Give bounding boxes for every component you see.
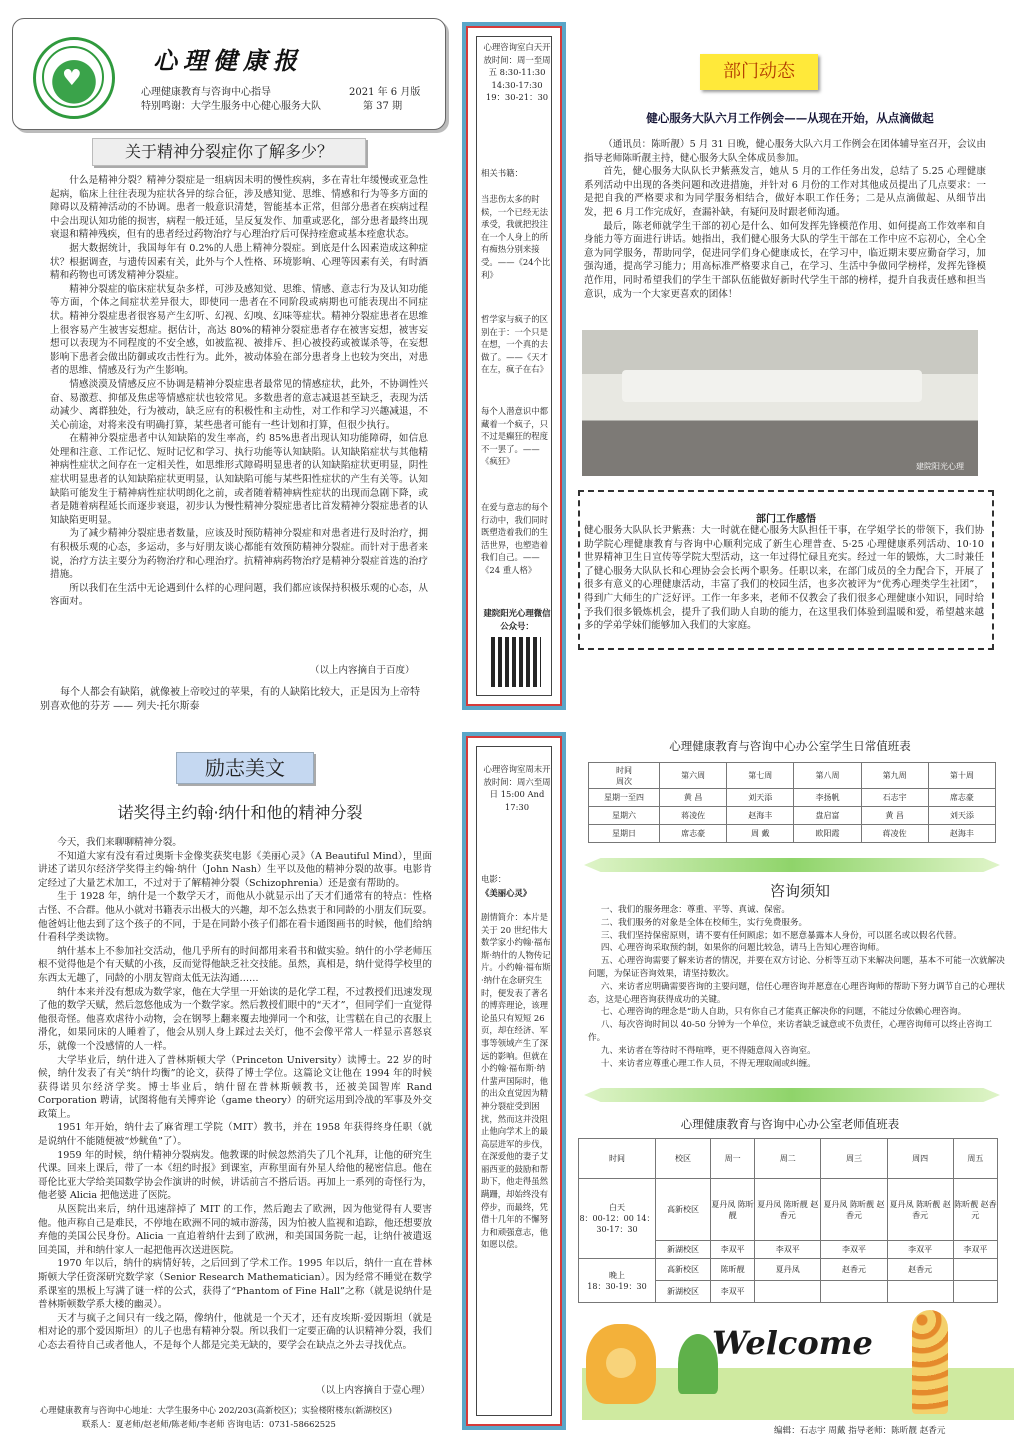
side-column-bottom <box>462 732 566 1430</box>
duty-cell: 李双平 <box>887 1241 953 1259</box>
paragraph: 从医院出来后，纳什迅速辞掉了 MIT 的工作，然后跑去了欧洲，因为他觉得有人要害他。他声称自己是难民，不停地在欧洲不同的城市游荡，因为怕被人监视和追踪，他还想要放弃他的美国公民身份。Alicia 一直追着纳什去到了欧洲，和美国国务院一起，让纳什被遣返回美国，并和纳什家人一起把他再次送进医院。 <box>38 1204 432 1256</box>
col-header: 周五 <box>953 1139 997 1179</box>
reflection-box <box>578 490 994 650</box>
col-header: 周一 <box>711 1139 755 1179</box>
col-header: 周二 <box>755 1139 821 1179</box>
duty-cell: 李双平 <box>821 1241 887 1259</box>
duty-cell: 夏丹凤 陈昕靓 赵香元 <box>821 1179 887 1241</box>
paper-title: 心理健康报 <box>153 46 303 75</box>
duty-cell: 夏丹凤 陈昕靓 赵香元 <box>887 1179 953 1241</box>
week-header: 第九周 <box>861 763 928 789</box>
duty-cell <box>953 1259 997 1281</box>
article1-source: （以上内容摘自于百度） <box>310 665 415 676</box>
notice-item: 一、我们的服务理念：尊重、平等、真诚、保密。 <box>600 905 790 915</box>
teacher-duty-title: 心理健康教育与咨询中心办公室老师值班表 <box>680 1117 900 1131</box>
day-cell: 星期六 <box>589 807 660 825</box>
paragraph: 据大数据统计，我国每年有 0.2%的人患上精神分裂症。到底是什么因素造成这种症状？根据调查，与遗传因素有关，此外与个人性格、环境影响、心理等因素有关，有时酒精和药物也可诱发精神分裂症。 <box>50 242 428 282</box>
duty-cell: 李双平 <box>711 1241 755 1259</box>
notice-title: 咨询须知 <box>769 882 830 900</box>
notice-item: 二、我们服务的对象是全体在校师生，实行免费服务。 <box>600 917 808 928</box>
duty-cell: 赵海丰 <box>727 807 794 825</box>
paragraph: 今天，我们来聊聊精神分裂。 <box>57 837 182 848</box>
paragraph: 为了减少精神分裂症患者数量，应该及时预防精神分裂症和对患者进行及时治疗，拥有积极乐观的心态，多运动，多与好朋友谈心都能有效预防精神分裂症。而针对于患者来说，治疗方法主要分为药物治疗和心理治疗。抗精神病药物治疗是精神分裂症首选的治疗措施。 <box>50 528 428 581</box>
week-header: 第七周 <box>727 763 794 789</box>
reflection-title: 部门工作感悟 <box>756 514 816 525</box>
daytime-hours: 8：00-12：00 14：30-17：30 <box>579 1214 655 1234</box>
book-quote: 当悲伤太多的时候，一个已经无法承受，我就把投注在一个人身上的所有痴热分别来接受。——《24个比利》 <box>481 194 551 280</box>
duty-cell: 陈昕靓 赵香元 <box>953 1179 997 1241</box>
duty-cell: 李双平 <box>953 1241 997 1259</box>
duty-cell <box>887 1281 953 1303</box>
duty-cell: 赵香元 <box>821 1259 887 1281</box>
guidance-line: 心理健康教育与咨询中心指导 <box>141 87 271 98</box>
duty-cell: 欧阳霞 <box>794 825 861 843</box>
notice-item: 十、来访者应尊重心理工作人员，不得无理取闹或纠缠。 <box>600 1058 816 1069</box>
paragraph: 情感淡漠及情感反应不协调是精神分裂症患者最常见的情感症状，此外，不协调性兴奋、易激惹、抑郁及焦虑等情感症状也较常见。多数患者的意志减退甚至缺乏，表现为活动减少、离群独处，行为被动，缺乏应有的积极性和主动性，对工作和学习兴趣减退，不关心前途，对将来没有明确打算，某些患者可能有一些计划和打算，但很少执行。 <box>50 378 428 431</box>
weekend-hours: 心理咨询室周末开放时间：周六至周日 15:00 And 17:30 <box>483 764 551 812</box>
article1-title: 关于精神分裂症你了解多少？ <box>92 138 366 166</box>
paragraph: 1959 年的时候，纳什精神分裂病发。他教课的时候忽然消失了几个礼拜，让他的研究生代课。回来上课后，带了一本《纽约时报》到课室，声称里面有外星人给他的秘密信息。他在哥伦比亚大学给美国数学协会作演讲的时候，讲话前言不搭后语。再加上一系列的奇怪行为，他老婆 Alicia 把他送进了医院。 <box>38 1149 432 1202</box>
weekday-hours: 心理咨询室白天开放时间：周一至周五 8:30-11:30 14:30-17:30 19：30-21：30 <box>483 42 551 103</box>
duty-cell: 席志豪 <box>928 789 995 807</box>
day-cell: 星期日 <box>589 825 660 843</box>
teacher-duty-table <box>578 1138 998 1303</box>
notice-item: 三、我们坚持保密原则，请不要有任何顾虑；如不愿意暴露本人身份，可以匿名或以假名代替。 <box>600 930 962 941</box>
week-header: 第六周 <box>660 763 727 789</box>
paragraph: 1951 年开始，纳什去了麻省理工学院（MIT）教书，并在 1958 年获得终身任职（就是说纳什不能随便被“炒鱿鱼”了）。 <box>38 1122 432 1148</box>
photo-watermark: 建院阳光心理 <box>916 462 964 471</box>
duty-cell <box>953 1281 997 1303</box>
thanks-line: 特别鸣谢：大学生服务中心健心服务大队 <box>141 101 321 112</box>
paragraph: （通讯员：陈昕靓）5 月 31 日晚，健心服务大队六月工作例会在团体辅导室召开，会议由指导老师陈昕靓主持，健心服务大队全体成员参加。 <box>584 139 986 164</box>
tolstoy-quote: 每个人都会有缺陷，就像被上帝咬过的苹果，有的人缺陷比较大，正是因为上帝特别喜欢他的芬芳 —— 列夫·托尔斯泰 <box>40 687 420 712</box>
col-header: 周四 <box>887 1139 953 1179</box>
week-header: 第八周 <box>794 763 861 789</box>
notice-item: 九、来访者在等待时不得喧哗，更不得随意闯入咨询室。 <box>600 1045 816 1056</box>
books-heading: 相关书籍： <box>481 168 523 178</box>
duty-cell: 夏丹凤 <box>755 1259 821 1281</box>
duty-cell: 周 戴 <box>727 825 794 843</box>
center-logo: ♥ <box>33 37 115 119</box>
daytime-cell <box>579 1179 656 1259</box>
article1-body <box>50 174 428 609</box>
qr-code-image[interactable] <box>491 637 541 687</box>
wechat-label: 建院阳光心理微信公众号： <box>483 608 551 631</box>
book-quote: 在爱与意志的每个行动中，我们同时既塑造着我们的生活世界，也塑造着我们自己。——《24 重人格》 <box>481 502 548 575</box>
paragraph: 天才与疯子之间只有一线之隔，像纳什，他就是一个天才，还有皮埃斯·爱因斯坦（就是相对论的那个爱因斯坦）的儿子也患有精神分裂。所以我们一定要正确的认识精神分裂，我们心态去看待自己或者他人，不是每个人都是完美无缺的，要学会在缺点之外去寻找优点。 <box>38 1312 432 1351</box>
article2-title: 诺奖得主约翰·纳什和他的精神分裂 <box>117 803 363 822</box>
day-cell: 星期一至四 <box>589 789 660 807</box>
col-header: 周三 <box>821 1139 887 1179</box>
duty-cell: 蒋凌佐 <box>660 807 727 825</box>
paragraph: 所以我们在生活中无论遇到什么样的心理问题，我们都应该保持积极乐观的心态，从容面对。 <box>50 582 428 608</box>
col-header: 时间 <box>579 1139 656 1179</box>
giraffe-icon <box>912 1310 948 1414</box>
notice-item: 四、心理咨询采取预约制，如果你的问题比较急，请马上告知心理咨询师。 <box>600 943 885 954</box>
campus-cell: 高新校区 <box>656 1259 711 1281</box>
student-duty-title: 心理健康教育与咨询中心办公室学生日常值班表 <box>669 739 911 753</box>
editor-credit: 编辑：石志宇 周戴 指导老师：陈昕靓 赵香元 <box>774 1426 946 1436</box>
evening-hours: 18：30-19：30 <box>587 1281 647 1291</box>
duty-cell <box>821 1281 887 1303</box>
corner-cell <box>589 763 660 789</box>
duty-cell: 黄 昌 <box>660 789 727 807</box>
evening-cell <box>579 1259 656 1303</box>
duty-cell: 夏丹凤 陈昕靓 <box>711 1179 755 1241</box>
duty-cell: 盘启富 <box>794 807 861 825</box>
movie-heading: 电影： <box>481 874 507 884</box>
dept-news-body <box>584 138 986 301</box>
issue-number: 第 37 期 <box>363 101 403 112</box>
week-header: 第十周 <box>928 763 995 789</box>
campus-cell: 新湖校区 <box>656 1241 711 1259</box>
duty-cell: 李双平 <box>755 1241 821 1259</box>
corner-week: 周次 <box>616 776 632 786</box>
dept-news-tag: 部门动态 <box>700 54 818 90</box>
col-header: 校区 <box>656 1139 711 1179</box>
campus-cell: 高新校区 <box>656 1179 711 1241</box>
paragraph: 纳什基本上不参加社交活动，他几乎所有的时间都用来看书和做实验。纳什的小学老师压根不觉得他是个有天赋的小孩，反而觉得他缺乏社交技能。虽然，真相是，纳什觉得学校里的东西太无趣了，同龄的小朋友智商太低无法沟通…… <box>38 945 432 984</box>
reflection-text: 健心服务大队队长尹紫燕：大一时就在健心服务大队担任干事，在学姐学长的带领下，我们协助学院心理健康教育与咨询中心顺利完成了新生心理普查、5·25 心理健康系列活动、10·10 世界精神卫生日宣传等学院大型活动，这一年过得忙碌且充实。经过一年的锻炼，大二时兼任了健心服务大队队长和心理协会会长两个职务。任职以来，在部门成员的全力配合下，开展了很多有意义的心理健康活动，丰富了我们的校园生活，也多次被评为“优秀心理类学生社团”，得到广大师生的广泛好评。工作一年多来，老师不仅教会了我们很多心理健康小知识，同时给予我们很多锻炼机会，提升了我们助人自助的能力，在这里我们体验到温暖和爱，希望越来越多的学弟学妹们能够加入我们的大家庭。 <box>584 525 984 632</box>
paragraph: 精神分裂症的临床症状复杂多样，可涉及感知觉、思维、情感、意志行为及认知功能等方面，个体之间症状差异很大，即使同一患者在不同阶段或病期也可能表现出不同症状。精神分裂症患者很容易产生幻听、幻视、幻嗅、幻味等症状。精神分裂症患者在思维上很容易产生被害妄想症。据估计，高达 80%的精神分裂症患者存在被害妄想，被害妄想可以表现为不同程度的不安全感，如被监视、被排斥、担心被投药或被谋杀等，在妄想影响下患者会做出防御或攻击性行为。此外，被动体验在部分患者身上也较为突出，对患者的思维、情感及行为产生影响。 <box>50 283 428 377</box>
inspiration-tag: 励志美文 <box>176 752 314 784</box>
paragraph: 首先，健心服务大队队长尹紫燕发言，她从 5 月的工作任务出发，总结了 5.25 心理健康系列活动中出现的各类问题和改进措施，并针对 6 月份的工作对其他成员提出了几点要求：一是把自我的严格要求和为同学服务相结合，做好本职工作任务；二是从点滴做起、从细节出发，把 6 月工作完成好，查漏补缺，有疑问及时跟老师沟通。 <box>584 166 986 218</box>
dept-news-title: 健心服务大队六月工作例会——从现在开始，从点滴做起 <box>646 111 934 125</box>
paragraph: 不知道大家有没有看过奥斯卡金像奖获奖电影《美丽心灵》（A Beautiful Mind），里面讲述了诺贝尔经济学奖得主约翰·纳什（John Nash）生平以及他的精神分裂的故事。电影肯定经过了大量艺术加工，不过对于了解精神分裂（Schizophrenia）还是蛮有帮助的。 <box>38 850 432 889</box>
notice-item: 七、心理咨询的理念是“助人自助，只有你自己才能真正解决你的问题，不能过分依赖心理咨询。 <box>600 1007 967 1018</box>
duty-cell: 陈昕靓 <box>711 1259 755 1281</box>
duty-cell: 赵香元 <box>887 1259 953 1281</box>
welcome-banner <box>582 1304 1014 1420</box>
paragraph: 纳什本来并没有想成为数学家，他在大学里一开始读的是化学工程，不过教授们迅速发现了他的数学天赋，然后忽悠他成为一个数学家。然后教授们眼中的“天才”，但同学们一直觉得他很奇怪。他喜欢虐待小动物，会在钢琴上翻来覆去地弹同一个和弦，让雪糕在自己的衣服上滑化，如果同床的人睡着了，他会从别人身上踩过去关灯，他不会像平常人一样显示喜怒哀乐，就像一个没感情的人一样。 <box>38 986 432 1052</box>
contact-line: 联系人：夏老师/赵老师/陈老师/李老师 咨询电话：0731-58662525 <box>82 1419 336 1429</box>
paragraph: 什么是精神分裂？精神分裂症是一组病因未明的慢性疾病，多在青壮年缓慢或亚急性起病，临床上往往表现为症状各异的综合征，涉及感知觉、思维、情感和行为等多方面的障碍以及精神活动的不协调。患者一般意识清楚，智能基本正常，但部分患者在疾病过程中会出现认知功能的损害，病程一般迁延，呈反复发作、加重或恶化，部分患者最终出现衰退和精神残疾，但有的患者经过药物治疗与心理治疗后可保持痊愈或基本痊愈状态。 <box>50 175 428 241</box>
duty-cell: 李扬帆 <box>794 789 861 807</box>
duty-cell: 蒋凌佐 <box>861 825 928 843</box>
duty-cell: 夏丹凤 陈昕靓 赵香元 <box>755 1179 821 1241</box>
book-quote: 每个人潜意识中都藏着一个疯子，只不过是癫狂的程度不一罢了。——《疯狂》 <box>481 406 548 467</box>
address-line: 心理健康教育与咨询中心地址：大学生服务中心 202/203(高新校区)；实验楼附楼东(新湖校区) <box>40 1405 393 1415</box>
duty-cell: 刘天添 <box>727 789 794 807</box>
duty-cell: 刘天添 <box>928 807 995 825</box>
duty-cell <box>755 1281 821 1303</box>
side-column-top <box>462 22 566 710</box>
masthead <box>12 18 446 130</box>
notice-item: 五、心理咨询需要了解来访者的情况，并要在双方讨论、分析等互动下来解决问题，基本不可能一次就解决问题，为保证咨询效果，请坚持数次。 <box>588 956 1005 979</box>
green-divider <box>584 1088 1000 1102</box>
duty-cell: 席志豪 <box>660 825 727 843</box>
campus-cell: 新湖校区 <box>656 1281 711 1303</box>
article2-body <box>38 836 432 1353</box>
duty-cell: 李双平 <box>711 1281 755 1303</box>
corner-time: 时间 <box>616 765 632 775</box>
issue-date: 2021 年 6 月版 <box>349 87 421 98</box>
meeting-photo <box>582 330 978 476</box>
duty-cell: 黄 昌 <box>861 807 928 825</box>
notice-list <box>588 904 1006 1070</box>
duty-cell: 赵海丰 <box>928 825 995 843</box>
paragraph: 1970 年以后，纳什的病情好转，之后回到了学术工作。1995 年以后，纳什一直在普林斯顿大学任资深研究数学家（Senior Research Mathematician）。因为经常不睡觉在数学系课室的黑板上写满了谜一样的公式，获得了“Phantom of Fine Hall”之称（就是说纳什是普林斯顿数学系大楼的幽灵）。 <box>38 1258 432 1311</box>
paragraph: 在精神分裂症患者中认知缺陷的发生率高，约 85%患者出现认知功能障碍，如信息处理和注意、工作记忆、短时记忆和学习、执行功能等认知缺陷。认知缺陷症状与其他精神病性症状之间存在一定相关性，如思维形式障碍明显患者的认知缺陷症状更明显，阴性症状明显患者的认知缺陷症状更明显，认知缺陷可能与某些阳性症状的产生有关等。认知缺陷可能发生于精神病性症状明朗化之前，或者随着精神病性症状的出现而急剧下降，或者是随着病程延长而逐步衰退，初步认为慢性精神分裂症患者比首发精神分裂症患者的认知缺陷更明显。 <box>50 433 428 526</box>
notice-item: 八、每次咨询时间以 40-50 分钟为一个单位，来访者缺乏诚意或不负责任，心理咨询师可以终止咨询工作。 <box>588 1020 993 1043</box>
notice-item: 六、来访者应明确需要咨询的主要问题，信任心理咨询并愿意在心理咨询师的帮助下努力调节自己的心理状态，这是心理咨询获得成功的关键。 <box>588 981 1005 1005</box>
movie-synopsis: 剧情简介：本片是关于 20 世纪伟大数学家小约翰·福布斯·纳什的人物传记片。小约翰·福布斯·纳什在念研究生时，便发表了著名的博弈理论，该理论虽只有短短 26 页，却在经济、军事等领域产生了深远的影响。但就在小约翰·福布斯·纳什蜚声国际时，他的出众直觉因为精神分裂症受到困扰，然而这并没阻止他向学术上的最高层进军的步伐，在深爱他的妻子艾丽西亚的鼓励和帮助下，他走得虽然蹒跚，却始终没有停步，而最终，凭借十几年的不懈努力和顽强意志，他如愿以偿。 <box>481 912 551 1250</box>
daytime-label: 白天 <box>609 1203 625 1212</box>
welcome-text: Welcome <box>712 1324 873 1362</box>
article2-source: （以上内容摘自于壹心理） <box>316 1385 431 1396</box>
book-quote: 哲学家与疯子的区别在于：一个只是在想，一个真的去做了。——《天才在左，疯子在右》 <box>481 314 548 375</box>
evening-label: 晚上 <box>609 1270 625 1280</box>
paragraph: 生于 1928 年，纳什是一个数学天才，而他从小就显示出了天才们通常有的特点：性格古怪、不合群。他从小就对书籍表示出极大的兴趣，却不怎么热衷于和同龄的小朋友们玩耍。他爸妈让他去到了这个孩子的不同，于是在同龄小孩子们都在看卡通图画书的时候，他们给纳什看科学类读物。 <box>38 891 432 944</box>
duty-cell: 石志宇 <box>861 789 928 807</box>
movie-title: 《美丽心灵》 <box>481 888 532 898</box>
paragraph: 大学毕业后，纳什进入了普林斯顿大学（Princeton University）读博士。22 岁的时候，纳什发表了有关“纳什均衡”的论文，获得了博士学位。这篇论文让他在 1994 年的时候获得诺贝尔经济学奖。博士毕业后，纳什留在普林斯顿教书，还被美国智库 Rand Corporation 聘请，试图将他有关博弈论（game theory）的研究运用到冷战的军事及外交政策上。 <box>38 1054 432 1120</box>
paragraph: 最后，陈老师就学生干部的初心是什么、如何发挥先锋模范作用、如何提高工作效率和自身能力等方面进行讲话。她指出，我们健心服务大队的学生干部在工作中应不忘初心，全心全意为同学服务，帮助同学，促进同学们身心健康成长，在学习中，临近期末要应勤奋学习，加强沟通，提高学习能力；用高标准严格要求自己，在学习、生活中争做同学榜样，发挥先锋模范作用，同时希望我们的学生干部队伍能做好新时代学生干部的榜样，提升自我责任感和担当意识，成为一个大家更喜欢的团体！ <box>584 220 986 300</box>
student-duty-table <box>588 762 996 843</box>
green-divider <box>584 858 1000 872</box>
